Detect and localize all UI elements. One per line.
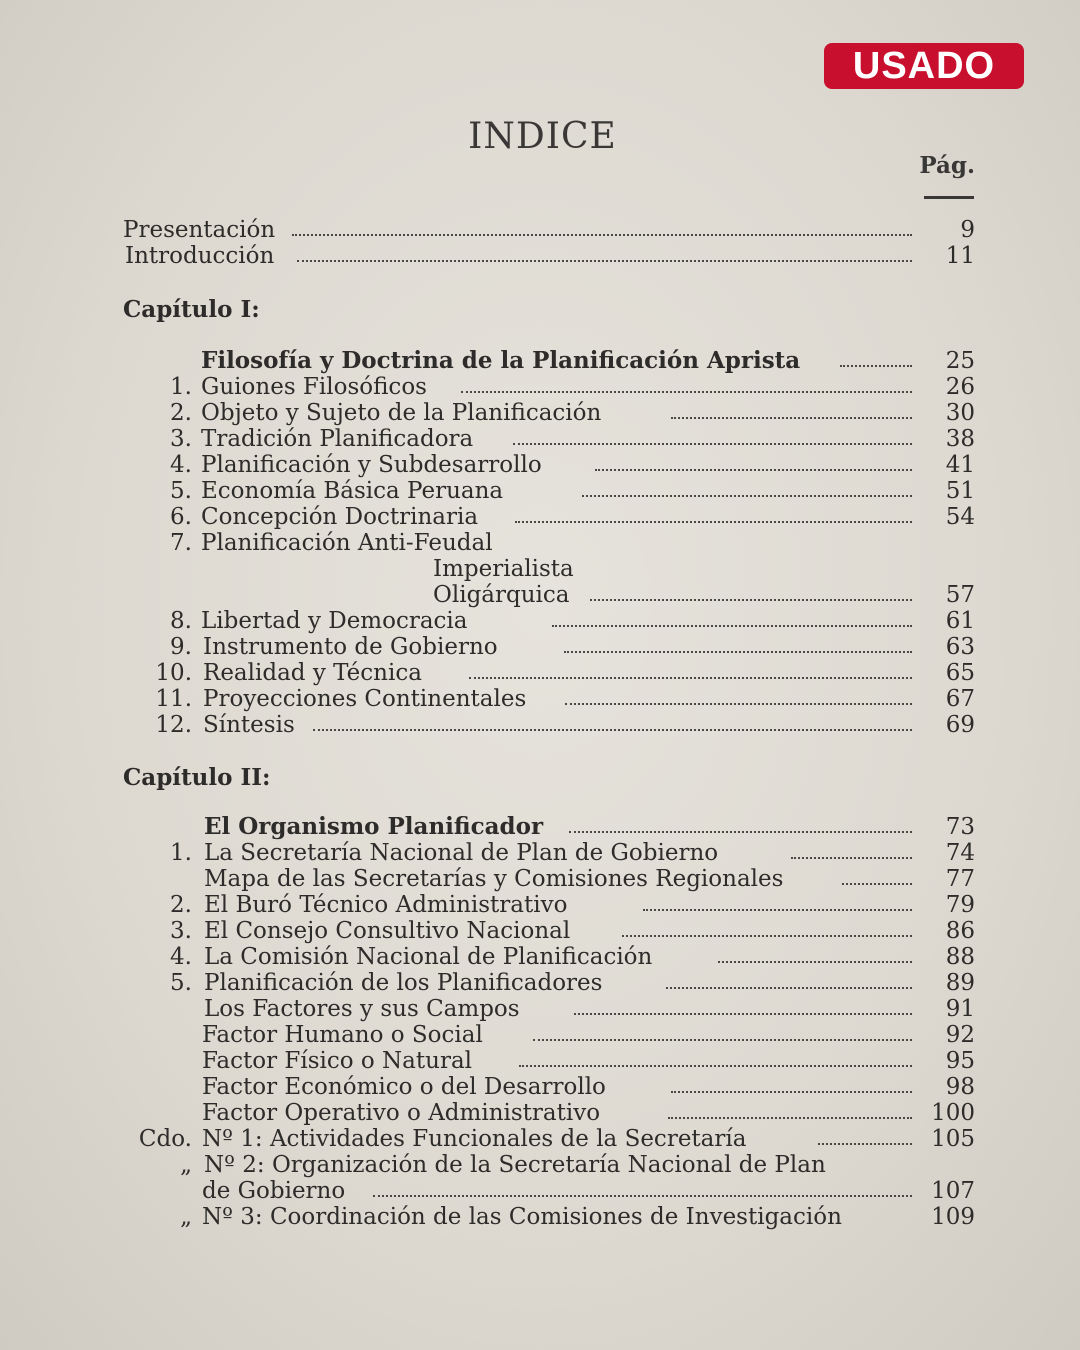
dot-leader <box>515 521 912 523</box>
toc-entry <box>0 243 1080 269</box>
toc-entry <box>0 217 1080 243</box>
entry-number: 11. <box>155 686 192 712</box>
entry-title: Imperialista <box>433 556 574 582</box>
toc-entry <box>0 970 1080 996</box>
dot-leader <box>582 495 912 497</box>
entry-title: Planificación Anti-Feudal <box>201 530 493 556</box>
dot-leader <box>533 1039 912 1041</box>
entry-title: Realidad y Técnica <box>203 660 422 686</box>
entry-number: „ <box>180 1204 192 1230</box>
entry-title: Presentación <box>123 217 276 243</box>
entry-number: 7. <box>170 530 192 556</box>
toc-entry <box>0 426 1080 452</box>
entry-title: La Comisión Nacional de Planificación <box>204 944 653 970</box>
toc-entry <box>0 686 1080 712</box>
used-badge: USADO <box>824 43 1024 89</box>
dot-leader <box>840 365 912 367</box>
toc-entry <box>0 530 1080 556</box>
toc-entry <box>0 840 1080 866</box>
page-number: 77 <box>945 866 975 892</box>
page-number: 69 <box>945 712 975 738</box>
chapter-heading-2: Capítulo II: <box>123 764 271 791</box>
dot-leader <box>513 443 912 445</box>
page-number: 26 <box>945 374 975 400</box>
page-number: 30 <box>945 400 975 426</box>
dot-leader <box>622 935 912 937</box>
entry-title: Introducción <box>125 243 275 269</box>
page-number: 54 <box>945 504 975 530</box>
page-number: 98 <box>945 1074 975 1100</box>
entry-title: Tradición Planificadora <box>201 426 474 452</box>
entry-number: 3. <box>170 426 192 452</box>
dot-leader <box>552 625 912 627</box>
page-title: INDICE <box>468 116 617 157</box>
toc-entry <box>0 1022 1080 1048</box>
entry-number: 10. <box>155 660 192 686</box>
entry-title: Planificación de los Planificadores <box>204 970 603 996</box>
entry-title: Factor Económico o del Desarrollo <box>202 1074 606 1100</box>
page-number: 95 <box>945 1048 975 1074</box>
toc-entry <box>0 814 1080 840</box>
page-number: 91 <box>945 996 975 1022</box>
entry-title: Planificación y Subdesarrollo <box>201 452 542 478</box>
dot-leader <box>569 831 912 833</box>
page-number: 89 <box>945 970 975 996</box>
dot-leader <box>461 391 912 393</box>
toc-entry <box>0 660 1080 686</box>
page-number: 63 <box>945 634 975 660</box>
dot-leader <box>313 729 912 731</box>
entry-number: Cdo. <box>138 1126 192 1152</box>
dot-leader <box>565 703 912 705</box>
page-number: 61 <box>945 608 975 634</box>
toc-entry <box>0 1100 1080 1126</box>
entry-title: El Organismo Planificador <box>204 813 544 840</box>
dot-leader <box>671 417 912 419</box>
page-number: 65 <box>945 660 975 686</box>
toc-entry <box>0 944 1080 970</box>
dot-leader <box>373 1195 912 1197</box>
dot-leader <box>718 961 912 963</box>
entry-title: Síntesis <box>203 712 295 738</box>
entry-number: 12. <box>155 712 192 738</box>
entry-title: Filosofía y Doctrina de la Planificación Aprista <box>201 347 801 374</box>
toc-entry <box>0 892 1080 918</box>
entry-title: de Gobierno <box>202 1178 346 1204</box>
entry-title: El Consejo Consultivo Nacional <box>204 918 571 944</box>
dot-leader <box>292 234 912 236</box>
entry-title: Factor Físico o Natural <box>202 1048 473 1074</box>
entry-number: 4. <box>170 452 192 478</box>
entry-title: Nº 1: Actividades Funcionales de la Secretaría <box>202 1126 747 1152</box>
page-number: 25 <box>945 348 975 374</box>
dot-leader <box>643 909 912 911</box>
toc-entry <box>0 348 1080 374</box>
entry-title: Economía Básica Peruana <box>201 478 504 504</box>
entry-number: 2. <box>170 892 192 918</box>
page-number: 79 <box>945 892 975 918</box>
toc-entry <box>0 634 1080 660</box>
dot-leader <box>842 883 912 885</box>
entry-number: 5. <box>170 478 192 504</box>
entry-title: Los Factores y sus Campos <box>204 996 520 1022</box>
entry-title: Guiones Filosóficos <box>201 374 427 400</box>
page-number: 38 <box>945 426 975 452</box>
entry-title: Nº 2: Organización de la Secretaría Nacional de Plan <box>204 1152 826 1178</box>
page-number: 107 <box>931 1178 975 1204</box>
dot-leader <box>595 469 912 471</box>
entry-title: Nº 3: Coordinación de las Comisiones de Investigación <box>202 1204 842 1230</box>
toc-entry <box>0 608 1080 634</box>
page-column-rule <box>924 196 974 199</box>
toc-entry <box>0 996 1080 1022</box>
dot-leader <box>671 1091 912 1093</box>
page-number: 100 <box>931 1100 975 1126</box>
entry-number: 1. <box>170 374 192 400</box>
page-number: 109 <box>931 1204 975 1230</box>
entry-title: Concepción Doctrinaria <box>201 504 479 530</box>
entry-title: Proyecciones Continentales <box>203 686 527 712</box>
dot-leader <box>564 651 912 653</box>
dot-leader <box>791 857 912 859</box>
chapter-heading-1: Capítulo I: <box>123 296 260 323</box>
entry-number: 6. <box>170 504 192 530</box>
toc-entry <box>0 478 1080 504</box>
toc-entry <box>0 1048 1080 1074</box>
entry-number: 5. <box>170 970 192 996</box>
page-number: 86 <box>945 918 975 944</box>
dot-leader <box>297 260 912 262</box>
page-number: 41 <box>945 452 975 478</box>
toc-entry <box>0 1152 1080 1178</box>
dot-leader <box>818 1143 912 1145</box>
page-number: 105 <box>931 1126 975 1152</box>
entry-number: 1. <box>170 840 192 866</box>
toc-entry <box>0 556 1080 582</box>
entry-number: 8. <box>170 608 192 634</box>
toc-entry <box>0 582 1080 608</box>
page-number: 51 <box>945 478 975 504</box>
entry-number: 4. <box>170 944 192 970</box>
dot-leader <box>666 987 912 989</box>
dot-leader <box>469 677 912 679</box>
page-column-header: Pág. <box>919 152 975 179</box>
page-number: 88 <box>945 944 975 970</box>
toc-entry <box>0 866 1080 892</box>
toc-entry <box>0 918 1080 944</box>
toc-entry <box>0 504 1080 530</box>
page-number: 67 <box>945 686 975 712</box>
toc-entry <box>0 1178 1080 1204</box>
entry-number: 2. <box>170 400 192 426</box>
page-number: 9 <box>960 217 975 243</box>
entry-title: Libertad y Democracia <box>201 608 468 634</box>
toc-entry <box>0 1204 1080 1230</box>
toc-entry <box>0 712 1080 738</box>
page-number: 92 <box>945 1022 975 1048</box>
page-number: 57 <box>945 582 975 608</box>
entry-title: Factor Humano o Social <box>202 1022 483 1048</box>
entry-title: Mapa de las Secretarías y Comisiones Regionales <box>204 866 784 892</box>
entry-title: Instrumento de Gobierno <box>203 634 498 660</box>
dot-leader <box>574 1013 912 1015</box>
page-number: 73 <box>945 814 975 840</box>
toc-entry <box>0 452 1080 478</box>
dot-leader <box>519 1065 912 1067</box>
dot-leader <box>668 1117 912 1119</box>
toc-entry <box>0 400 1080 426</box>
dot-leader <box>590 599 912 601</box>
entry-title: La Secretaría Nacional de Plan de Gobierno <box>204 840 719 866</box>
entry-number: „ <box>180 1152 192 1178</box>
entry-title: Objeto y Sujeto de la Planificación <box>201 400 602 426</box>
entry-title: Oligárquica <box>433 582 570 608</box>
entry-number: 9. <box>170 634 192 660</box>
entry-title: Factor Operativo o Administrativo <box>202 1100 601 1126</box>
page-number: 11 <box>945 243 975 269</box>
page-number: 74 <box>945 840 975 866</box>
toc-entry <box>0 1074 1080 1100</box>
entry-number: 3. <box>170 918 192 944</box>
toc-entry <box>0 374 1080 400</box>
entry-title: El Buró Técnico Administrativo <box>204 892 568 918</box>
toc-entry <box>0 1126 1080 1152</box>
